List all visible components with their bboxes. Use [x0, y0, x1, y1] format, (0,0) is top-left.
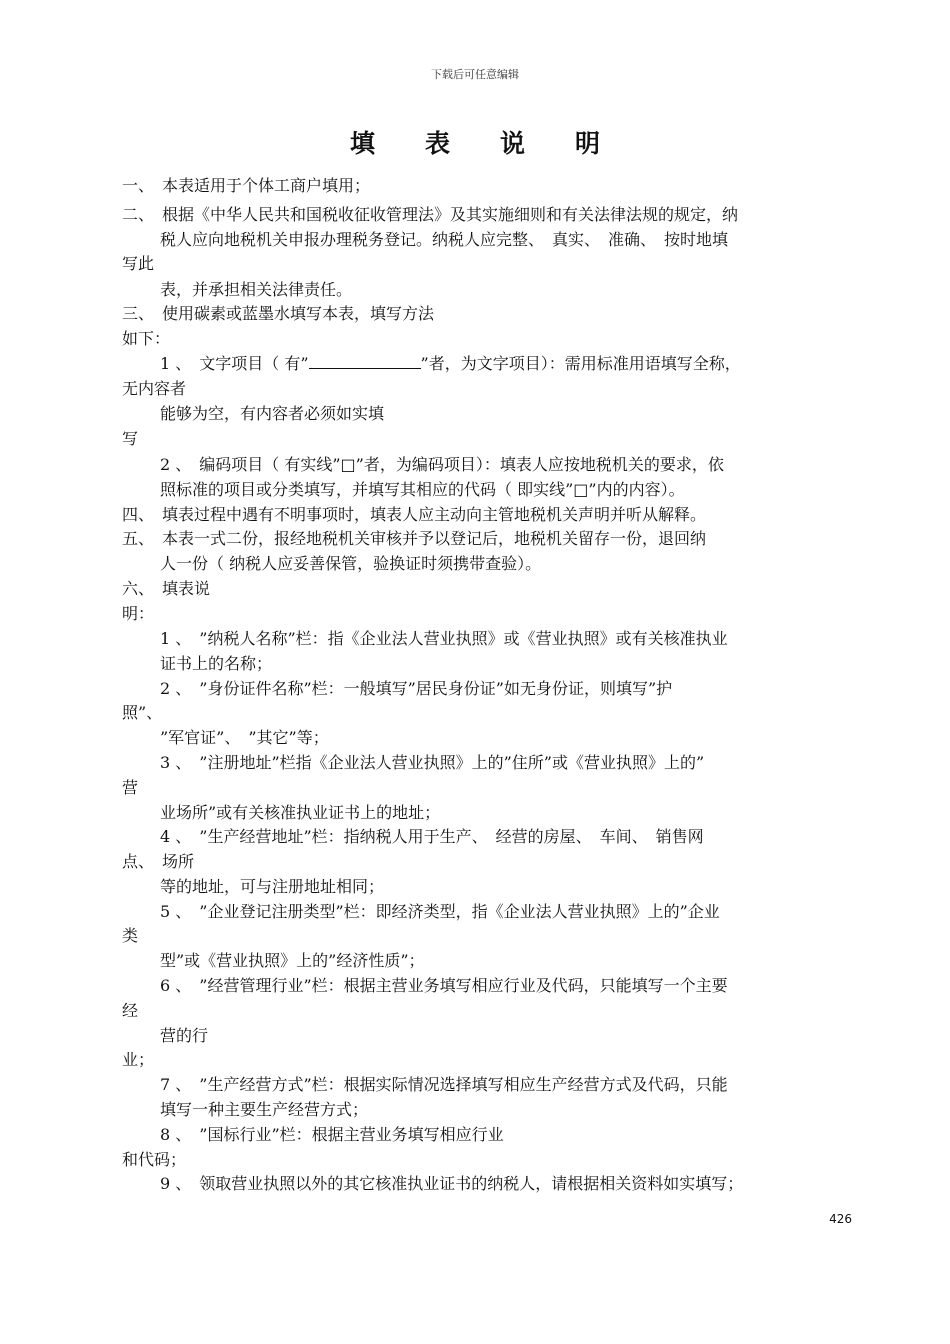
item-3-2-line-2: 照标准的项目或分类填写，并填写其相应的代码（ 即实线”□”内的内容）。: [160, 480, 685, 499]
item-6-2-line-3: ”军官证”、 ”其它”等；: [160, 728, 329, 747]
item-6-4-line-2: 点、 场所: [122, 852, 195, 871]
item-6-5-line-3: 型”或《营业执照》上的”经济性质”；: [160, 951, 425, 970]
item-6-4-line-1: 4 、 ”生产经营地址”栏：指纳税人用于生产、 经营的房屋、 车间、 销售网: [160, 827, 704, 846]
clause-2-line-4: 表，并承担相关法律责任。: [160, 280, 353, 299]
fill-blank-underline: [309, 354, 421, 369]
item-6-6-line-2: 经: [122, 1001, 139, 1020]
clause-4: 四、 填表过程中遇有不明事项时，填表人应主动向主管地税机关声明并听从解释。: [122, 505, 707, 524]
page-number: 426: [829, 1212, 852, 1226]
item-6-6-line-1: 6 、 ”经营管理行业”栏：根据主营业务填写相应行业及代码，只能填写一个主要: [160, 976, 728, 995]
item-6-2-line-1: 2 、 ”身份证件名称”栏：一般填写”居民身份证”如无身份证，则填写”护: [160, 679, 673, 698]
item-3-1-suffix: ”者，为文字项目）：需用标准用语填写全称，: [420, 354, 741, 373]
page-title: 填表说明: [349, 129, 650, 158]
item-3-2-line-1: 2 、 编码项目（ 有实线”□”者，为编码项目）：填表人应按地税机关的要求，依: [160, 455, 724, 474]
clause-1: 一、 本表适用于个体工商户填用；: [122, 176, 371, 195]
item-6-8-line-2: 和代码；: [122, 1150, 187, 1169]
item-6-1-line-2: 证书上的名称；: [160, 654, 273, 673]
item-6-5-line-1: 5 、 ”企业登记注册类型”栏：即经济类型，指《企业法人营业执照》上的”企业: [160, 902, 720, 921]
item-6-7-line-1: 7 、 ”生产经营方式”栏：根据实际情况选择填写相应生产经营方式及代码，只能: [160, 1075, 728, 1094]
clause-2-line-2: 税人应向地税机关申报办理税务登记。纳税人应完整、 真实、 准确、 按时地填: [160, 230, 729, 249]
item-6-6-line-4: 业；: [122, 1050, 155, 1069]
item-6-3-line-2: 营: [122, 778, 139, 797]
clause-6-line-2: 明：: [122, 604, 155, 623]
clause-2-line-3: 写此: [122, 254, 155, 273]
item-6-1-line-1: 1 、 ”纳税人名称”栏：指《企业法人营业执照》或《营业执照》或有关核准执业: [160, 629, 728, 648]
item-6-4-line-3: 等的地址，可与注册地址相同；: [160, 877, 385, 896]
item-3-1-line-1: [160, 354, 741, 374]
item-6-9-line-1: 9 、 领取营业执照以外的其它核准执业证书的纳税人，请根据相关资料如实填写；: [160, 1174, 744, 1193]
clause-3-line-2: 如下：: [122, 329, 171, 348]
clause-5-line-2: 人一份（ 纳税人应妥善保管，验换证时须携带查验）。: [160, 554, 542, 573]
item-6-3-line-3: 业场所”或有关核准执业证书上的地址；: [160, 803, 441, 822]
item-3-1-line-3: 能够为空，有内容者必须如实填: [160, 404, 385, 423]
item-6-6-line-3: 营的行: [160, 1026, 209, 1045]
clause-6-line-1: 六、 填表说: [122, 579, 211, 598]
clause-5-line-1: 五、 本表一式二份，报经地税机关审核并予以登记后，地税机关留存一份，退回纳: [122, 529, 707, 548]
item-6-3-line-1: 3 、 ”注册地址”栏指《企业法人营业执照》上的”住所”或《营业执照》上的”: [160, 753, 705, 772]
clause-3-line-1: 三、 使用碳素或蓝墨水填写本表，填写方法: [122, 304, 435, 323]
item-6-5-line-2: 类: [122, 926, 139, 945]
item-3-1-line-4: 写: [122, 429, 139, 448]
item-3-1-prefix: 1 、 文字项目（ 有”: [160, 354, 309, 373]
page-header: 下载后可任意编辑: [431, 68, 519, 81]
item-6-2-line-2: 照”、: [122, 703, 163, 722]
item-6-8-line-1: 8 、 ”国标行业”栏：根据主营业务填写相应行业: [160, 1125, 504, 1144]
item-6-7-line-2: 填写一种主要生产经营方式；: [160, 1100, 369, 1119]
clause-2-line-1: 二、 根据《中华人民共和国税收征收管理法》及其实施细则和有关法律法规的规定，纳: [122, 205, 739, 224]
item-3-1-line-2: 无内容者: [122, 379, 187, 398]
